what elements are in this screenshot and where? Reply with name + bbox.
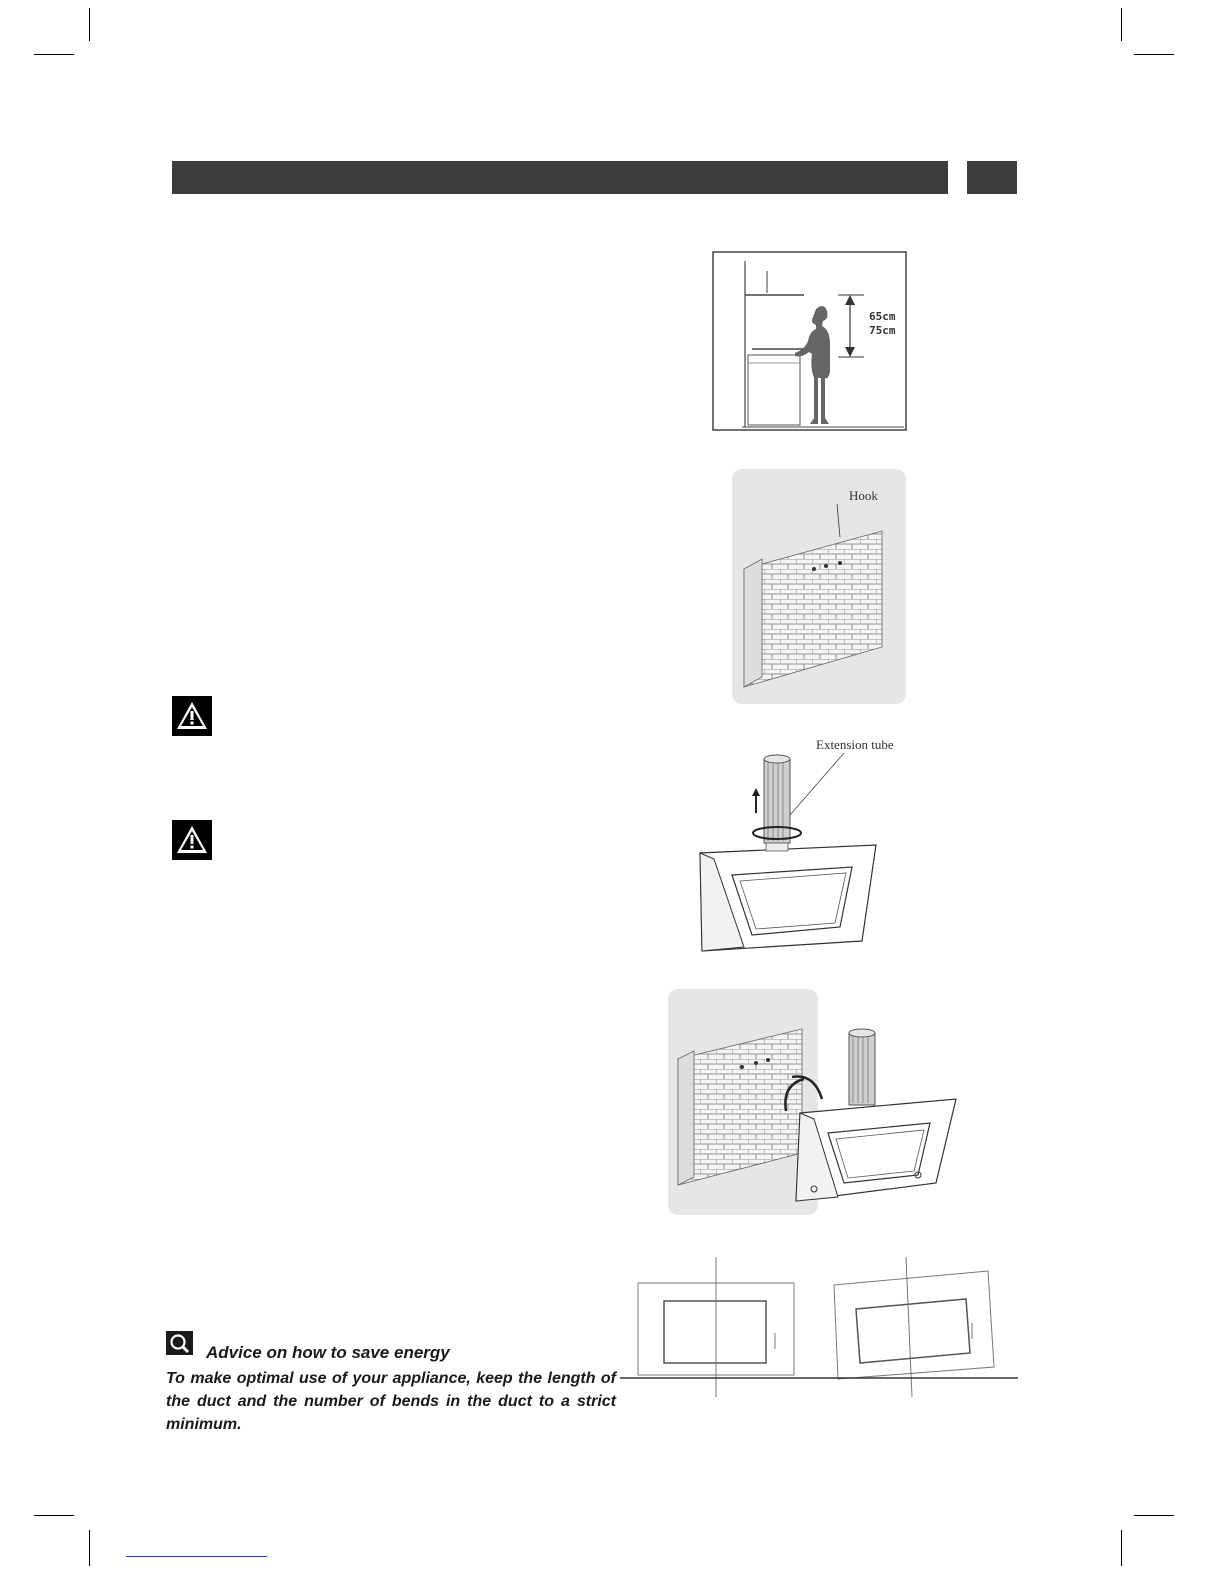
magnifier-icon (166, 1331, 193, 1355)
hook-label: Hook (849, 488, 878, 503)
advice-title: Advice on how to save energy (206, 1343, 450, 1362)
crop-mark (1134, 1515, 1174, 1516)
extension-tube-label: Extension tube (816, 737, 894, 752)
crop-mark (1121, 1530, 1122, 1566)
crop-mark (89, 1530, 90, 1566)
hood-mounting-diagram (668, 989, 960, 1215)
advice-body: To make optimal use of your appliance, keep the length of the duct and the number of bends in the duct to a strict minimum. (166, 1370, 616, 1433)
page-number-tab (967, 161, 1017, 194)
crop-mark (1121, 8, 1122, 41)
warning-triangle-icon (172, 696, 212, 736)
height-diagram (712, 251, 908, 432)
height-label-min: 65cm (869, 310, 896, 323)
warning-triangle-icon (172, 820, 212, 860)
extension-tube-diagram (692, 733, 932, 955)
level-alignment-diagram (620, 1255, 1020, 1400)
footer-link-underline (126, 1556, 267, 1557)
height-label-max: 75cm (869, 324, 896, 337)
crop-mark (34, 54, 74, 55)
crop-mark (89, 8, 90, 41)
crop-mark (1134, 54, 1174, 55)
section-header-bar (172, 161, 948, 194)
crop-mark (34, 1515, 74, 1516)
hook-diagram (732, 469, 906, 704)
